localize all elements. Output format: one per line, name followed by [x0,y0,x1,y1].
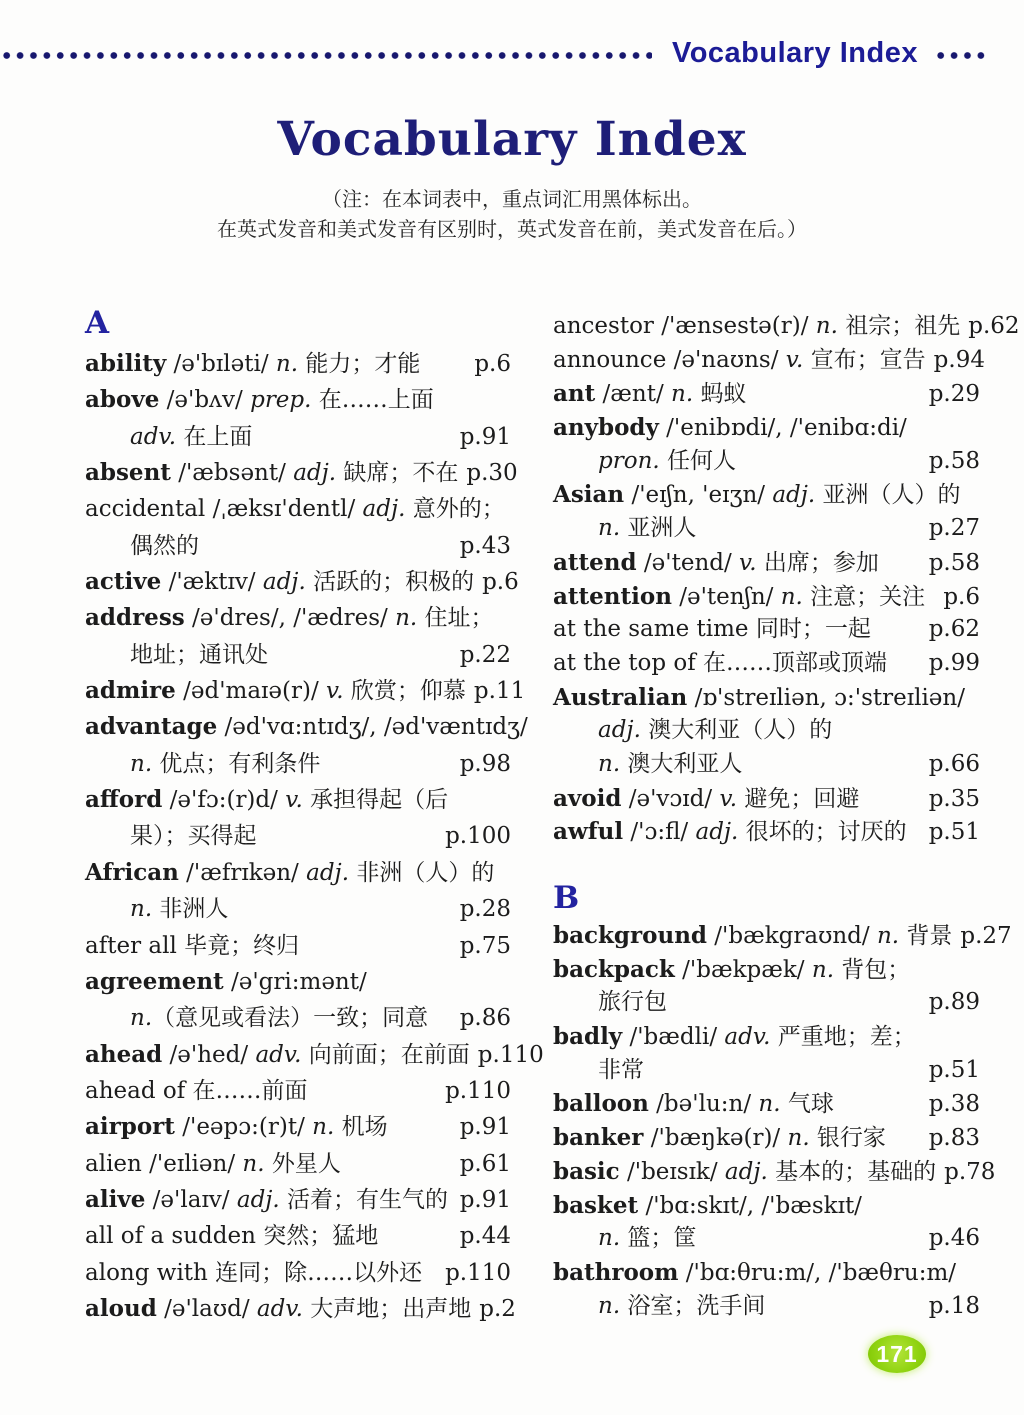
page-number-badge: 171 [868,1335,926,1373]
entry-text: at the top of 在……顶部或顶端 [553,649,888,676]
entry-text: 偶然的 [130,532,199,559]
vocab-entry-line [553,1189,980,1223]
page-ref: p.86 [459,1005,511,1032]
page-ref: p.89 [928,989,980,1016]
entry-text: 旅行包 [598,989,667,1016]
vocab-entry-line [85,491,511,527]
vocab-entry-line [85,600,511,636]
vocab-entry-line [553,953,980,987]
vocab-entry-line [85,455,518,491]
vocab-entry-line [85,818,511,854]
vocab-entry-line [553,1256,980,1290]
entry-text: avoid /ə'vɔɪd/ v. 避免；回避 [553,784,860,812]
vocab-entry-line [85,1182,511,1218]
entry-text: adj. 澳大利亚（人）的 [598,717,833,744]
entry-text: attention /ə'tenʃn/ n. 注意；关注 [553,582,926,610]
entry-text: along with 连同；除……以外还 [85,1259,423,1286]
page-ref: p.94 [933,346,985,373]
page-ref: p.30 [466,460,518,487]
page-ref: p.100 [445,823,511,850]
page-title: Vocabulary Index [277,112,747,167]
page-ref: p.6 [482,569,519,596]
vocab-entry-line [553,919,1012,953]
vocab-entry-line [85,928,511,964]
page-ref: p.11 [473,678,526,705]
page-ref: p.46 [928,1225,980,1252]
entry-text: afford /ə'fɔ:(r)d/ v. 承担得起（后 [85,786,449,814]
entry-text: aloud /ə'laʊd/ adv. 大声地；出声地 [85,1294,472,1322]
vocab-entry-line [553,512,980,546]
page-ref: p.91 [459,423,511,450]
entry-text: attend /ə'tend/ v. 出席；参加 [553,548,879,576]
vocab-entry-line [553,344,985,378]
entry-text: n. 非洲人 [130,896,229,923]
entry-text: background /'bækgraʊnd/ n. 背景 [553,922,953,949]
page-ref: p.58 [928,447,980,474]
vocab-entry-line [553,986,980,1020]
entry-text: admire /əd'maɪə(r)/ v. 欣赏；仰慕 [85,677,466,705]
vocab-entry-line [553,1155,996,1189]
page-ref: p.98 [459,750,511,777]
vocab-entry-line [85,1255,511,1291]
vocab-entry-line [85,1073,511,1109]
page-ref: p.78 [944,1158,996,1185]
entry-text: alive /ə'laɪv/ adj. 活着；有生气的 [85,1185,449,1213]
vocab-entry-line [553,1020,980,1054]
vocab-entry-line [85,1037,544,1073]
page-ref: p.91 [459,1186,511,1213]
page-ref: p.58 [928,549,980,576]
vocab-entry-line [553,580,980,614]
entry-text: banker /'bæŋkə(r)/ n. 银行家 [553,1124,886,1152]
entry-text: ancestor /'ænsestə(r)/ n. 祖宗；祖先 [553,313,961,339]
entry-text: n. 浴室；洗手间 [598,1292,766,1319]
vocab-entry-line [553,647,980,681]
vocab-entry-line [553,377,980,411]
vocab-entry-line [553,815,980,849]
vocab-entry-line [85,564,519,600]
entry-text: n. 优点；有利条件 [130,750,321,777]
entry-text: n. 澳大利亚人 [598,750,743,777]
vocab-entry-line [553,1222,980,1256]
entry-text: balloon /bə'lu:n/ n. 气球 [553,1090,834,1118]
dotted-line-left [0,51,652,60]
vocab-column-right [553,310,1020,1323]
page-ref: p.27 [928,515,980,542]
page-ref: p.62 [928,616,980,643]
page-ref: p.66 [928,750,980,777]
vocab-entry-line [85,419,511,455]
note-line-1: （注：在本词表中，重点词汇用黑体标出。 [322,187,702,211]
page-ref: p.99 [928,649,980,676]
entry-text: ahead of 在……前面 [85,1077,308,1104]
vocab-entry-line [553,1054,980,1088]
vocab-entry-line [553,681,980,715]
page-ref: p.44 [459,1223,511,1250]
vocab-entry-line [85,1146,511,1182]
page-ref: p.6 [943,583,980,610]
entry-text: African /'æfrɪkən/ adj. 非洲（人）的 [85,858,495,886]
vocab-entry-line [553,613,980,647]
entry-text: advantage /əd'vɑ:ntɪdʒ/, /əd'væntɪdʒ/ [85,713,528,741]
entry-text: basic /'beɪsɪk/ adj. 基本的；基础的 [553,1157,937,1185]
page-ref: p.110 [445,1259,511,1286]
entry-text: airport /'eəpɔ:(r)t/ n. 机场 [85,1113,388,1141]
vocab-entry-line [85,1291,516,1327]
vocab-entry-line [85,528,511,564]
page-ref: p.51 [928,819,980,846]
section-header: B [553,880,580,916]
page-ref: p.29 [928,381,980,408]
vocab-entry-line [85,346,511,382]
entry-text: address /ə'dres/, /'ædres/ n. 住址； [85,604,494,632]
page-ref: p.22 [459,641,511,668]
vocab-entry-line [553,310,1020,344]
entry-text: at the same time 同时；一起 [553,616,871,643]
vocab-entry-line [553,782,980,816]
vocab-entry-line [85,1109,511,1145]
entry-text: Australian /ɒ'streɪliən, ɔ:'streɪliən/ [553,683,965,711]
page-ref: p.75 [459,932,511,959]
vocab-entry-line [85,891,511,927]
note-line-2: 在英式发音和美式发音有区别时，英式发音在前，美式发音在后。） [217,217,807,241]
page-ref: p.51 [928,1056,980,1083]
vocab-entry-line [553,546,980,580]
entry-text: ahead /ə'hed/ adv. 向前面；在前面 [85,1040,470,1068]
page-ref: p.91 [459,1114,511,1141]
page-ref: p.35 [928,785,980,812]
entry-text: n. 篮；筐 [598,1225,697,1252]
entry-text: announce /ə'naʊns/ v. 宣布；宣告 [553,346,926,373]
vocab-entry-line [85,382,511,418]
vocab-entry-line [553,411,980,445]
entry-text: active /'æktɪv/ adj. 活跃的；积极的 [85,568,475,596]
page-ref: p.27 [960,923,1012,949]
entry-text: accidental /ˌæksɪ'dentl/ adj. 意外的； [85,496,505,523]
entry-text: badly /'bædli/ adv. 严重地；差； [553,1023,916,1051]
vocab-entry-line [85,782,511,818]
entry-text: alien /'eɪliən/ n. 外星人 [85,1150,341,1177]
vocab-entry-line [85,673,526,709]
page-ref: p.43 [459,532,511,559]
entry-text: after all 毕竟；终归 [85,932,300,959]
page-ref: p.62 [968,313,1020,339]
entry-text: 地址；通讯处 [130,641,268,668]
page-ref: p.6 [474,351,511,377]
entry-text: ant /ænt/ n. 蚂蚁 [553,380,747,408]
vocab-entry-line [553,1121,980,1155]
entry-text: bathroom /'bɑ:θru:m/, /'bæθru:m/ [553,1258,957,1286]
page-ref: p.18 [928,1292,980,1319]
page-ref: p.83 [928,1125,980,1152]
entry-text: n. 亚洲人 [598,515,697,542]
page-ref: p.61 [459,1150,511,1177]
page-ref: p.2 [479,1295,516,1322]
vocab-entry-line [85,746,511,782]
page-ref: p.110 [445,1077,511,1104]
entry-text: 非常 [598,1056,644,1083]
entry-text: 果）；买得起 [130,823,257,850]
page-ref: p.28 [459,896,511,923]
vocab-entry-line [553,445,980,479]
entry-text: all of a sudden 突然；猛地 [85,1223,379,1250]
vocab-entry-line [553,1290,980,1324]
vocab-entry-line [85,855,511,891]
entry-text: basket /'bɑ:skɪt/, /'bæskɪt/ [553,1191,862,1219]
running-head [0,36,1024,70]
page-ref: p.110 [477,1041,544,1068]
entry-text: Asian /'eɪʃn, 'eɪʒn/ adj. 亚洲（人）的 [553,481,961,509]
vocab-entry-line [553,748,980,782]
note-block [0,184,1024,244]
dotted-line-right [934,51,990,60]
entry-text: n.（意见或看法）一致；同意 [130,1005,429,1032]
vocab-column-left [85,303,544,1327]
running-head-title: Vocabulary Index [672,36,918,69]
vocab-entry-line [553,1087,980,1121]
page-ref: p.38 [928,1091,980,1118]
entry-text: above /ə'bʌv/ prep. 在……上面 [85,386,434,414]
entry-text: awful /'ɔ:fl/ adj. 很坏的；讨厌的 [553,818,907,846]
entry-text: adv. 在上面 [130,423,253,450]
entry-text: agreement /ə'gri:mənt/ [85,967,367,995]
entry-text: anybody /'enibɒdi/, /'enibɑ:di/ [553,414,907,442]
vocab-entry-line [553,714,980,748]
entry-text: pron. 任何人 [598,447,737,474]
entry-text: ability /ə'bɪləti/ n. 能力；才能 [85,350,421,377]
vocab-entry-line [85,637,511,673]
vocab-entry-line [85,709,528,745]
section-header: A [85,305,110,341]
vocab-entry-line [553,478,980,512]
entry-text: backpack /'bækpæk/ n. 背包； [553,955,911,983]
entry-text: absent /'æbsənt/ adj. 缺席；不在 [85,459,459,487]
vocab-entry-line [85,1218,511,1254]
vocab-entry-line [85,1000,511,1036]
vocab-entry-line [85,964,511,1000]
